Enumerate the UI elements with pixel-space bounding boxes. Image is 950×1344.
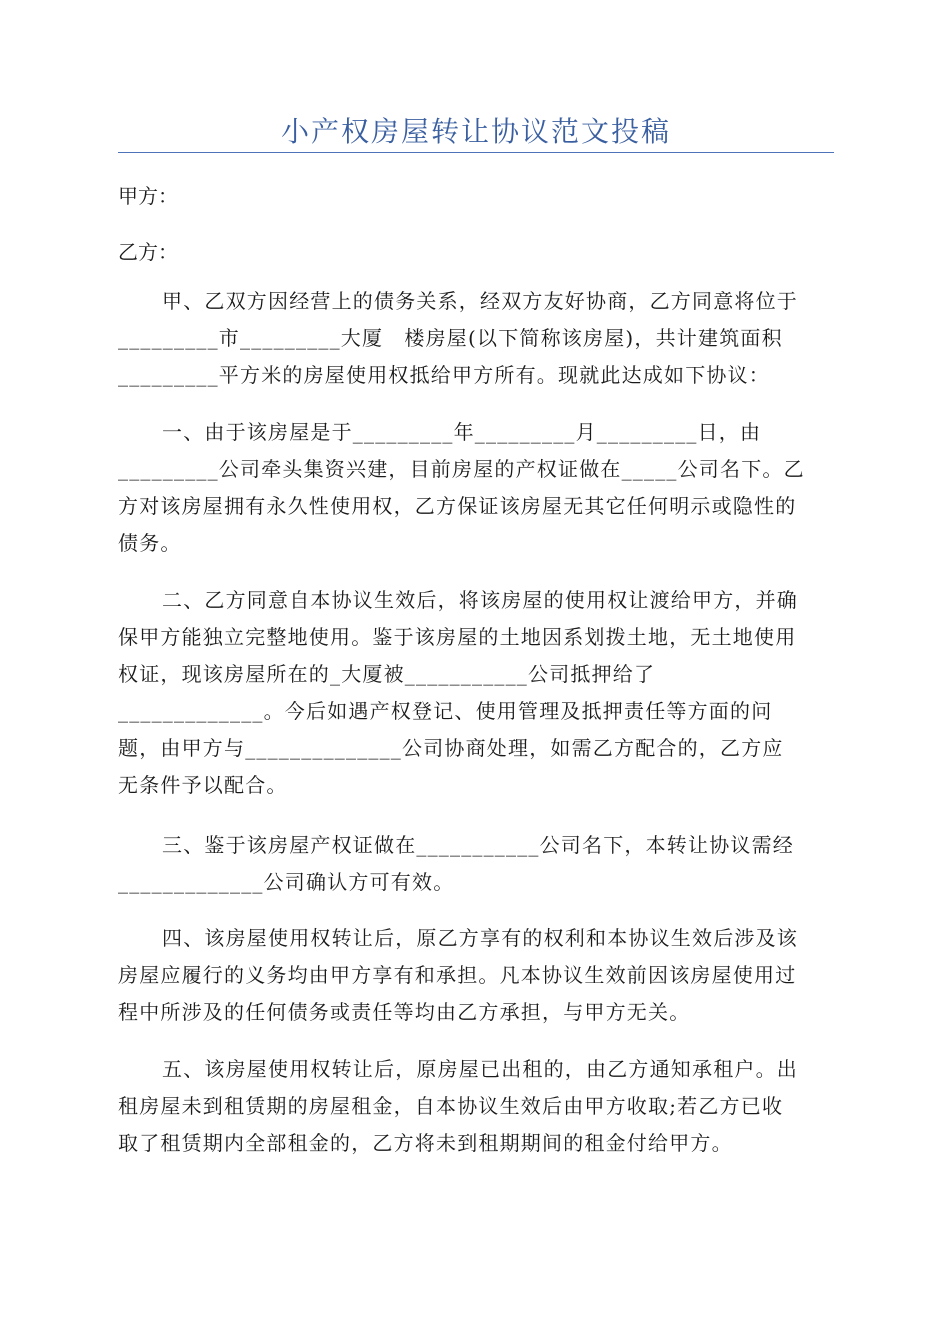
paragraph-line: 三、鉴于该房屋产权证做在___________公司名下，本转让协议需经	[162, 833, 794, 857]
paragraph-line: 五、该房屋使用权转让后，原房屋已出租的，由乙方通知承租户。出	[162, 1057, 798, 1081]
paragraph-line: 题，由甲方与______________公司协商处理，如需乙方配合的，乙方应	[118, 736, 784, 760]
paragraph-line: _________市_________大厦 楼房屋(以下简称该房屋)，共计建筑面积	[118, 326, 783, 350]
paragraph-clause-2	[118, 582, 834, 804]
paragraph-line: 债务。	[118, 531, 182, 555]
paragraph-line: _________公司牵头集资兴建，目前房屋的产权证做在_____公司名下。乙	[118, 457, 805, 481]
paragraph-line: 四、该房屋使用权转让后，原乙方享有的权利和本协议生效后涉及该	[162, 926, 798, 950]
paragraph-line: 取了租赁期内全部租金的，乙方将未到租期期间的租金付给甲方。	[118, 1131, 733, 1155]
paragraph-line: 程中所涉及的任何债务或责任等均由乙方承担，与甲方无关。	[118, 1000, 691, 1024]
paragraph-line: 无条件予以配合。	[118, 773, 288, 797]
paragraph-line: 保甲方能独立完整地使用。鉴于该房屋的土地因系划拨土地，无土地使用	[118, 625, 797, 649]
paragraph-intro	[118, 283, 834, 394]
paragraph-line: 甲、乙双方因经营上的债务关系，经双方友好协商，乙方同意将位于	[162, 289, 798, 313]
party-a-label: 甲方：	[118, 184, 178, 208]
document-page	[118, 112, 834, 1155]
paragraph-line: _____________公司确认方可有效。	[118, 870, 455, 894]
paragraph-line: 权证，现该房屋所在的_大厦被___________公司抵押给了	[118, 662, 656, 686]
paragraph-line: _____________。今后如遇产权登记、使用管理及抵押责任等方面的问	[118, 699, 773, 723]
paragraph-line: 一、由于该房屋是于_________年_________月_________日，由	[162, 420, 762, 444]
paragraph-clause-3	[118, 827, 834, 901]
title-underline	[118, 152, 834, 153]
paragraph-line: 二、乙方同意自本协议生效后，将该房屋的使用权让渡给甲方，并确	[162, 588, 798, 612]
paragraph-line: 房屋应履行的义务均由甲方享有和承担。凡本协议生效前因该房屋使用过	[118, 963, 797, 987]
paragraph-line: 租房屋未到租赁期的房屋租金，自本协议生效后由甲方收取;若乙方已收	[118, 1094, 784, 1118]
document-title: 小产权房屋转让协议范文投稿	[280, 115, 671, 148]
paragraph-clause-4	[118, 920, 834, 1031]
paragraph-line: _________平方米的房屋使用权抵给甲方所有。现就此达成如下协议：	[118, 363, 770, 387]
paragraph-clause-5	[118, 1051, 834, 1162]
paragraph-line: 方对该房屋拥有永久性使用权，乙方保证该房屋无其它任何明示或隐性的	[118, 494, 797, 518]
party-b-label: 乙方：	[118, 240, 178, 264]
paragraph-clause-1	[118, 414, 834, 562]
